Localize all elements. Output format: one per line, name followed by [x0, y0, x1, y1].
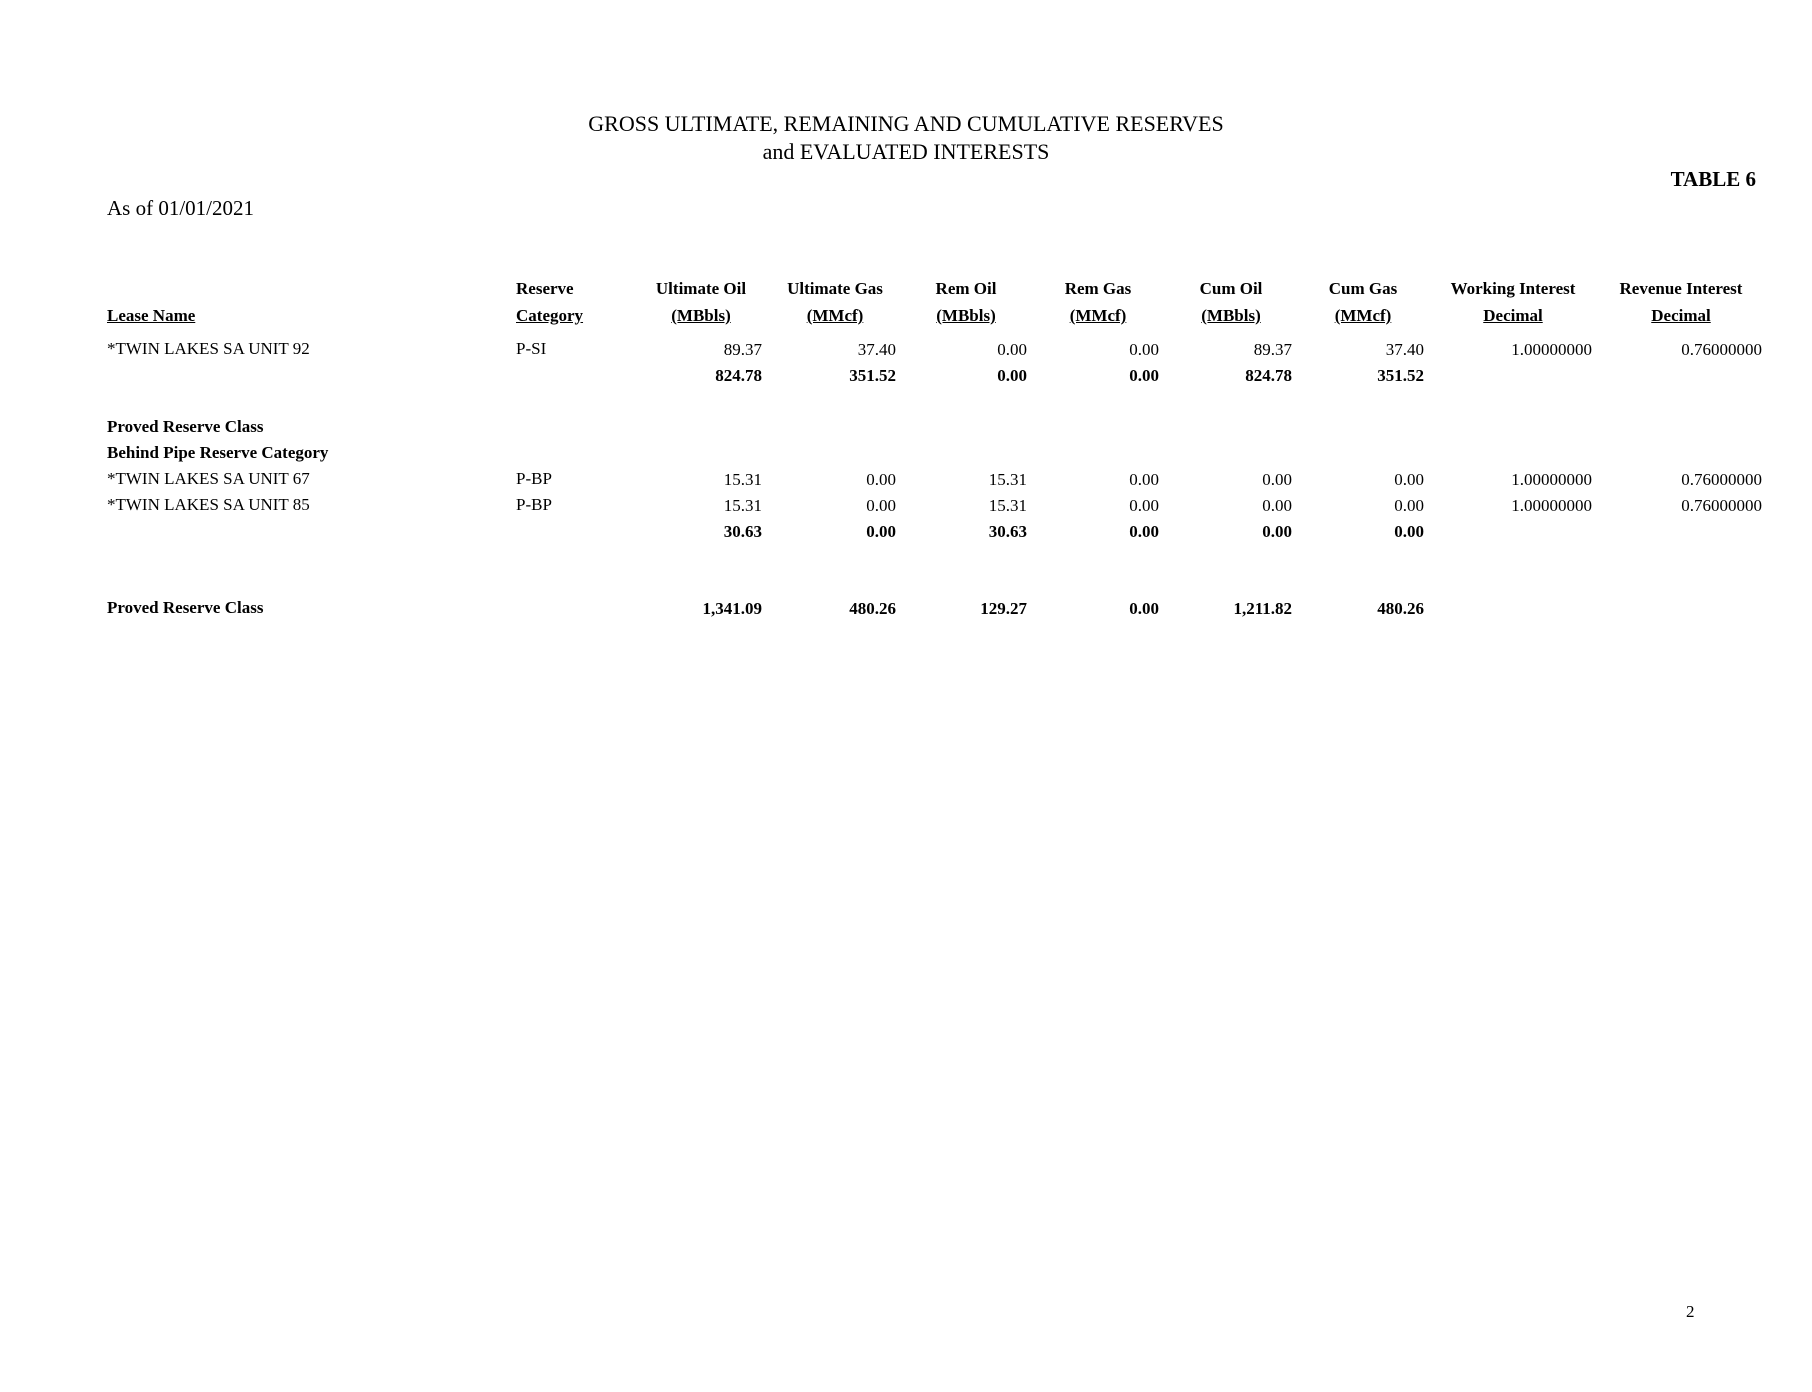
subtotal-ultimate-gas: 351.52: [849, 366, 896, 385]
page-number: 2: [1686, 1302, 1695, 1321]
header-ultimate-gas-line2: (MMcf): [806, 306, 864, 325]
ultimate-oil-value: 15.31: [723, 470, 762, 489]
subtotal-cum-gas: 351.52: [1377, 366, 1424, 385]
cum-gas-value: 0.00: [1394, 470, 1424, 489]
rem-oil-value: 15.31: [988, 496, 1027, 515]
header-rem-oil-line1: Rem Oil: [935, 279, 997, 298]
header-cum-oil-line2: (MBbls): [1201, 306, 1261, 325]
subtotal-rem-gas: 0.00: [1129, 366, 1159, 385]
subtotal-ultimate-oil: 30.63: [723, 522, 762, 541]
subtotal-cum-oil: 824.78: [1245, 366, 1292, 385]
revenue-interest-value: 0.76000000: [1681, 496, 1762, 515]
section-reserve-category: Behind Pipe Reserve Category: [107, 443, 329, 462]
header-working-interest-line2: Decimal: [1483, 306, 1543, 325]
working-interest-value: 1.00000000: [1511, 496, 1592, 515]
ultimate-oil-value: 15.31: [723, 496, 762, 515]
working-interest-value: 1.00000000: [1511, 340, 1592, 359]
lease-name: *TWIN LAKES SA UNIT 85: [107, 495, 310, 514]
reserve-category: P-SI: [516, 339, 547, 358]
lease-name: *TWIN LAKES SA UNIT 67: [107, 469, 310, 488]
lease-name: *TWIN LAKES SA UNIT 92: [107, 339, 310, 358]
rem-gas-value: 0.00: [1129, 340, 1159, 359]
subtotal-rem-oil: 0.00: [997, 366, 1027, 385]
table-label: TABLE 6: [1670, 167, 1756, 191]
subtotal-ultimate-gas: 0.00: [866, 522, 896, 541]
total-rem-oil: 129.27: [980, 599, 1027, 618]
header-rem-oil-line2: (MBbls): [936, 306, 996, 325]
rem-gas-value: 0.00: [1129, 470, 1159, 489]
header-ultimate-oil-line2: (MBbls): [671, 306, 731, 325]
subtotal-ultimate-oil: 824.78: [715, 366, 762, 385]
total-cum-oil: 1,211.82: [1233, 599, 1292, 618]
header-ultimate-gas-line1: Ultimate Gas: [787, 279, 883, 298]
revenue-interest-value: 0.76000000: [1681, 470, 1762, 489]
as-of-date: As of 01/01/2021: [107, 196, 254, 220]
total-ultimate-gas: 480.26: [849, 599, 896, 618]
subtotal-rem-gas: 0.00: [1129, 522, 1159, 541]
rem-gas-value: 0.00: [1129, 496, 1159, 515]
section-reserve-class: Proved Reserve Class: [107, 417, 264, 436]
reserve-category: P-BP: [516, 469, 552, 488]
cum-oil-value: 0.00: [1262, 496, 1292, 515]
header-ultimate-oil-line1: Ultimate Oil: [655, 279, 747, 298]
total-rem-gas: 0.00: [1129, 599, 1159, 618]
subtotal-cum-gas: 0.00: [1394, 522, 1424, 541]
header-cum-oil-line1: Cum Oil: [1199, 279, 1263, 298]
header-rem-gas-line1: Rem Gas: [1064, 279, 1132, 298]
header-cum-gas-line2: (MMcf): [1334, 306, 1392, 325]
revenue-interest-value: 0.76000000: [1681, 340, 1762, 359]
ultimate-gas-value: 37.40: [857, 340, 896, 359]
report-title-line2: and EVALUATED INTERESTS: [762, 139, 1050, 164]
ultimate-oil-value: 89.37: [723, 340, 762, 359]
ultimate-gas-value: 0.00: [866, 470, 896, 489]
total-cum-gas: 480.26: [1377, 599, 1424, 618]
subtotal-rem-oil: 30.63: [988, 522, 1027, 541]
working-interest-value: 1.00000000: [1511, 470, 1592, 489]
ultimate-gas-value: 0.00: [866, 496, 896, 515]
header-revenue-interest-line2: Decimal: [1651, 306, 1711, 325]
total-label: Proved Reserve Class: [107, 598, 264, 617]
header-working-interest-line1: Working Interest: [1450, 279, 1576, 298]
header-rem-gas-line2: (MMcf): [1069, 306, 1127, 325]
header-lease-name: Lease Name: [107, 306, 196, 325]
rem-oil-value: 0.00: [997, 340, 1027, 359]
header-category-line2: Category: [516, 306, 584, 325]
subtotal-cum-oil: 0.00: [1262, 522, 1292, 541]
report-title-line1: GROSS ULTIMATE, REMAINING AND CUMULATIVE RESERVES: [588, 111, 1224, 136]
header-revenue-interest-line1: Revenue Interest: [1619, 279, 1743, 298]
header-category-line1: Reserve: [516, 279, 574, 298]
rem-oil-value: 15.31: [988, 470, 1027, 489]
cum-gas-value: 37.40: [1385, 340, 1424, 359]
report-title: [0, 110, 1812, 166]
header-cum-gas-line1: Cum Gas: [1328, 279, 1398, 298]
cum-oil-value: 0.00: [1262, 470, 1292, 489]
cum-gas-value: 0.00: [1394, 496, 1424, 515]
total-ultimate-oil: 1,341.09: [702, 599, 762, 618]
reserve-category: P-BP: [516, 495, 552, 514]
cum-oil-value: 89.37: [1253, 340, 1292, 359]
